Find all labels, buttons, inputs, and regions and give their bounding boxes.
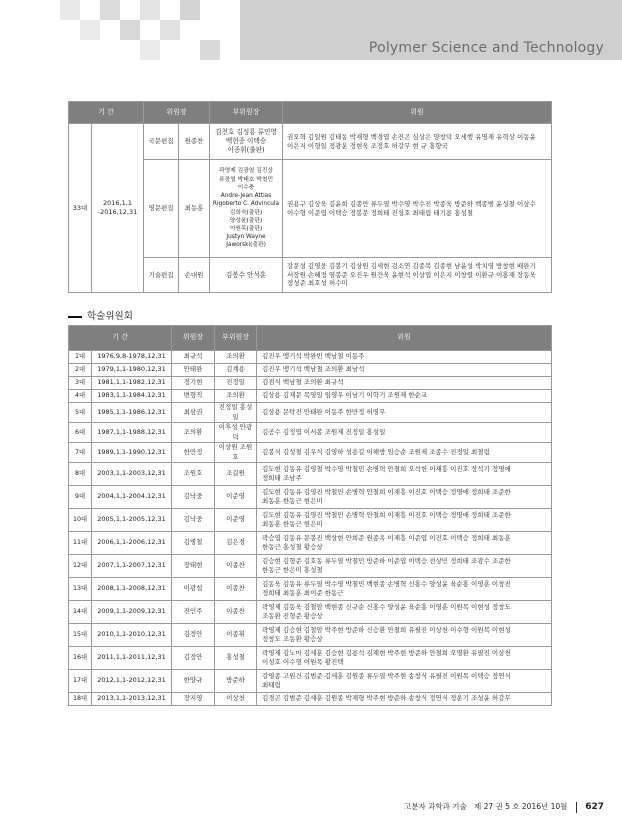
chair-cell: 김낙중 [172,509,215,532]
chair-cell: 안태완 [172,364,215,377]
members-cell: 김진우 맹기석 박완빈 백남철 이동주 [257,351,552,364]
academic-committee-table [68,325,552,706]
no-cell: 12대 [69,555,92,578]
col-members: 위원 [257,326,552,351]
table-row [69,693,552,706]
chair-cell: 정기현 [172,377,215,390]
table-row [69,377,552,390]
no-cell: 15대 [69,624,92,647]
chair-cell: 조원호 [172,463,215,486]
col-vice: 부위원장 [210,102,283,124]
chair-cell: 한만정 [172,443,215,463]
committee-table [68,101,552,293]
vice-chair-cell: 진정일 [215,377,257,390]
col-vice: 부위원장 [215,326,257,351]
vice-chair-cell: 진정일 홍성일 [215,403,257,423]
division-cell: 국문편집 [144,124,179,160]
members-cell: 김봉식 김성철 김우식 김영하 성용길 이해방 임승순 조원제 조종수 진정일 최철림 [257,443,552,463]
no-cell: 16대 [69,647,92,670]
members-cell: 김상용 김재문 목영일 임영우 이남기 이학기 조원제 한순교 [257,390,552,403]
members-cell: 김승현 김형준 김호동 류두열 박철민 방준하 이준엽 이택승 전상민 정희태 조광수 조준한 한동근 한은미 홍성철 [257,555,552,578]
no-cell: 3대 [69,377,92,390]
term-cell: 33대 [69,124,92,293]
vice-chair-cell: 김천호 김성룡 류민영 백현종 이택승 이종휘(출판) [210,124,283,160]
table-row [69,403,552,423]
members-cell: 김도현 김동유 김영진 박철민 손병혁 안철희 이재흥 이진호 이택승 정명애 정희태 조준한 최동훈 한동근 현은미 [257,509,552,532]
members-cell: 김공수 김정엽 이서봉 조원제 진정일 홍성일 [257,423,552,443]
footer-journal-name: 고분자 과학과 기술 [404,802,467,811]
footer-separator [576,802,577,813]
vice-chair-cell: 이준영 [215,486,257,509]
table-row [69,578,552,601]
academic-header-row [69,326,552,351]
chair-cell: 김병철 [172,532,215,555]
col-chair: 위원장 [144,102,210,124]
col-period: 기 간 [69,102,144,124]
table-row [69,364,552,377]
period-cell: 1983,1,1-1984,12,31 [92,390,172,403]
page-header [0,0,622,72]
chair-cell: 김낙중 [172,486,215,509]
period-cell: 2006,1,1-2006,12,31 [92,532,172,555]
members-cell: 김동욱 김동유 류두열 박수영 박철민 백현종 손병혁 신홍수 양성윤 육순홍 이영훈 이창진 정희태 최동훈 최이준 한동근 [257,578,552,601]
vice-chair-cell: 이후성 안광덕 [215,423,257,443]
chair-cell: 최규석 [172,351,215,364]
members-cell: 강영종 고원건 김범준 김세훈 김원종 류두열 박주현 송창식 유필진 이원목 이택승 정연식 최태림 [257,670,552,693]
chair-cell: 이광섭 [172,578,215,601]
chair-cell: 손대원 [179,258,210,293]
vice-chair-cell: 이준영 [215,509,257,532]
table-row [69,443,552,463]
table-row [69,555,552,578]
vice-chair-cell: 조의환 [215,390,257,403]
heading-bar-icon [68,316,82,318]
members-cell: 권오혁 김일원 김태동 박재형 백경엽 손진곤 심상은 양창덕 오세행 유명재 유혁상 이동윤 이은지 이형일 정광운 정현욱 조정호 허강무 현 규 홍향국 [283,124,552,160]
col-period: 기 간 [69,326,172,351]
period-cell: 2008,1,1-2008,12,31 [92,578,172,601]
members-cell: 김상용 문탁진 안태완 이동주 한만정 허영무 [257,403,552,423]
table-row [69,647,552,670]
period-cell: 1981,1,1-1982,12,31 [92,377,172,390]
period-cell: 1989,1,1-1990,12,31 [92,443,172,463]
page-footer [404,801,604,813]
vice-chair-cell: 이상천 [215,693,257,706]
division-cell: 영문편집 [144,160,179,258]
vice-chair-cell: 조의환 [215,351,257,364]
table-row [69,124,552,160]
chair-cell: 조의환 [172,423,215,443]
period-cell: 1976,9,8-1978,12,31 [92,351,172,364]
members-cell: 곽승엽 김동유 문봉진 백상현 안희준 원종옥 이재흥 이준엽 이진호 이택승 정희태 최동훈 한동근 홍성철 황승상 [257,532,552,555]
vice-chair-cell: 이종찬 [215,555,257,578]
table-row [69,509,552,532]
members-cell: 곽영제 김동욱 김철암 백현종 신규순 신홍수 양성윤 육순홍 이영훈 이원목 이현성 정창도 조동환 진형준 황승상 [257,601,552,624]
vice-chair-cell: 방준하 [215,670,257,693]
vice-chair-cell: 이상원 조원호 [215,443,257,463]
chair-cell: 최삼권 [172,403,215,423]
no-cell: 5대 [69,403,92,423]
no-cell: 6대 [69,423,92,443]
members-cell: 강문성 김영웅 김봉기 김상원 김세현 김소연 김종복 김종현 남윤성 박치영 방창현 배완기 서장원 손혜정 염봉준 오진우 원건욱 윤현석 이상엽 이은지 이창렬 이환규 이홍재 장동욱 정성준 최호성 허수미 [283,258,552,293]
vice-chair-cell: 이종휘 [215,624,257,647]
vice-chair-cell: 홍성철 [215,647,257,670]
period-cell: 2009,1,1-2009,12,31 [92,601,172,624]
chair-cell: 변형직 [172,390,215,403]
period-cell: 1985,1,1-1986,12,31 [92,403,172,423]
table-row [69,532,552,555]
period-cell: 2004,1,1-2004,12,31 [92,486,172,509]
period-cell: 2012,1,1-2012,12,31 [92,670,172,693]
footer-issue: 제 27 권 5 호 2016년 10월 [473,802,568,811]
page-number: 627 [585,802,604,812]
no-cell: 17대 [69,670,92,693]
no-cell: 1대 [69,351,92,364]
period-cell: 2013,1,1-2013,12,31 [92,693,172,706]
no-cell: 11대 [69,532,92,555]
table-row [69,601,552,624]
table-row [69,486,552,509]
period-cell: 2011,1,1-2011,12,31 [92,647,172,670]
members-cell: 김경곤 김범준 김세훈 김원종 박재형 박주현 방준하 송창식 정연식 정운기 조성윤 허강무 [257,693,552,706]
vice-chair-cell: 이종찬 [215,578,257,601]
no-cell: 2대 [69,364,92,377]
journal-title: Polymer Science and Technology [368,40,604,56]
members-cell: 김점식 백남철 조의환 최규석 [257,377,552,390]
period-cell: 1987,1,1-1988,12,31 [92,423,172,443]
no-cell: 13대 [69,578,92,601]
table-row [69,624,552,647]
table-row [69,423,552,443]
table-row [69,670,552,693]
members-cell: 권용구 김상욱 김윤희 김종만 류두열 박수영 박수진 박종욱 방준하 백종범 윤성철 이상수 이수형 이준엽 이택승 정봉문 정희태 진성호 최태림 태기용 홍성철 [283,160,552,258]
col-members: 위원 [283,102,552,124]
period-cell: 2007,1,1-2007,12,31 [92,555,172,578]
members-cell: 곽영제 김승현 김철암 박주현 방준하 신승환 안철희 유필진 이상천 이수형 이원목 이현성 정창도 조동환 황승상 [257,624,552,647]
vice-chair-cell: 김계용 [215,364,257,377]
vice-chair-cell: 이종찬 [215,601,257,624]
table-row [69,351,552,364]
table-row [69,390,552,403]
no-cell: 10대 [69,509,92,532]
vice-chair-cell: 곽영제 김광열 김진상 류장열 박태호 박철민 이수충 Andre-Jean Attias Rigoberto C. Advincula 김희숙(출판) 양성윤(출판) 이원목(출판) Justyn Wayne Jaworski(출판) [210,160,283,258]
vice-chair-cell: 조길원 [215,463,257,486]
members-cell: 김진우 맹기석 백남철 조의환 최남석 [257,364,552,377]
section-title: 학술위원회 [87,311,133,322]
table-row [69,463,552,486]
section-heading [68,308,133,322]
chair-cell: 장지영 [172,693,215,706]
no-cell: 9대 [69,486,92,509]
header-square-pattern [0,0,240,60]
col-chair: 위원장 [172,326,215,351]
no-cell: 18대 [69,693,92,706]
no-cell: 4대 [69,390,92,403]
vice-chair-cell: 김은경 [215,532,257,555]
chair-cell: 한양규 [172,670,215,693]
period-cell: 1979,1,1-1980,12,31 [92,364,172,377]
period-cell: 2003,1,1-2003,12,31 [92,463,172,486]
committee-header-row [69,102,552,124]
chair-cell: 진인주 [172,601,215,624]
division-cell: 기술편집 [144,258,179,293]
members-cell: 김도현 김동유 김영진 박철민 손병혁 안철희 이재흥 이진호 이택승 정명애 정희태 조준한 최동훈 한동근 현은미 [257,486,552,509]
chair-cell: 김정안 [172,624,215,647]
vice-chair-cell: 김봉수 안석훈 [210,258,283,293]
no-cell: 14대 [69,601,92,624]
no-cell: 7대 [69,443,92,463]
chair-cell: 김정안 [172,647,215,670]
chair-cell: 장태현 [172,555,215,578]
no-cell: 8대 [69,463,92,486]
period-cell: 2016,1,1 -2016,12,31 [92,124,144,293]
period-cell: 2010,1,1-2010,12,31 [92,624,172,647]
chair-cell: 원종찬 [179,124,210,160]
chair-cell: 최동훈 [179,160,210,258]
members-cell: 곽영제 김노마 김세훈 김승현 김용석 김재현 박주현 방준하 안철희 오명환 유필진 이상천 이성호 이수형 이원목 황진택 [257,647,552,670]
members-cell: 김도현 김동유 김영철 박수영 박철민 손병혁 안철희 오석헌 이재흥 이진호 장석기 정명애 정희태 조남주 [257,463,552,486]
period-cell: 2005,1,1-2005,12,31 [92,509,172,532]
